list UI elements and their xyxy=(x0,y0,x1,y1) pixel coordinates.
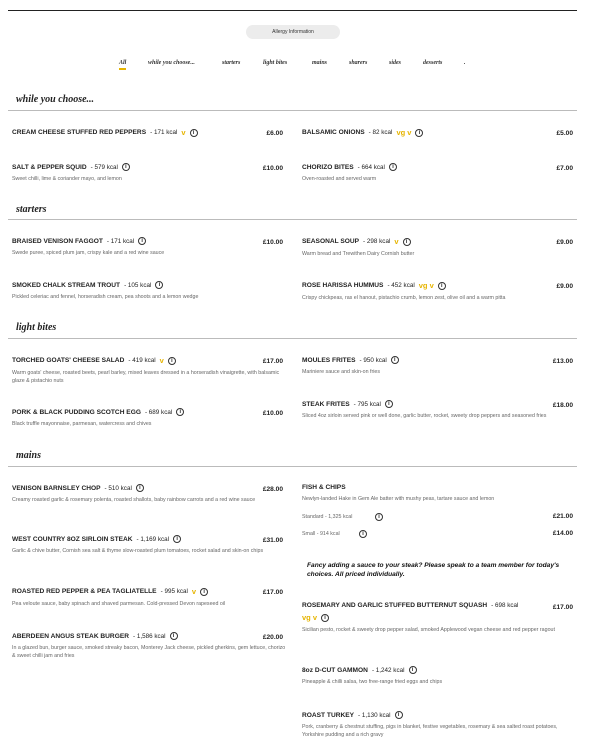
info-icon[interactable]: i xyxy=(176,408,184,416)
item-price: £9.00 xyxy=(556,239,573,246)
info-icon[interactable]: i xyxy=(200,588,208,596)
info-icon[interactable]: i xyxy=(391,356,399,364)
vegan-badge: vg v xyxy=(302,613,318,622)
item-price: £31.00 xyxy=(262,537,283,544)
item-description: Warm goats' cheese, roasted beets, pearl barley, mixed leaves dressed in a horseradish vinaigrette, with balsamic glaze & pistachio nuts xyxy=(12,370,280,384)
item-kcal: - 171 kcal xyxy=(150,129,178,136)
item-name: PORK & BLACK PUDDING SCOTCH EGG xyxy=(12,408,141,416)
item-name: SMOKED CHALK STREAM TROUT xyxy=(12,281,121,289)
item-price: £10.00 xyxy=(262,165,283,172)
item-price: £17.00 xyxy=(262,589,283,596)
item-description: Pea veloute sauce, baby spinach and shaved parmesan. Cold-pressed Devon rapeseed oil xyxy=(12,601,226,607)
item-kcal: - 698 kcal xyxy=(491,602,519,609)
item-kcal: - 795 kcal xyxy=(353,400,381,408)
info-icon[interactable]: i xyxy=(375,513,383,521)
item-price: £13.00 xyxy=(552,358,573,365)
menu-item-gammon[interactable] xyxy=(302,666,577,686)
item-name: ROSE HARISSA HUMMUS xyxy=(302,282,384,289)
option-label: Standard xyxy=(302,514,324,520)
item-kcal: - 419 kcal xyxy=(128,357,156,364)
item-price: £18.00 xyxy=(552,402,573,409)
item-kcal: - 579 kcal xyxy=(90,163,118,171)
vegetarian-badge: v xyxy=(159,356,164,365)
vegetarian-badge: v xyxy=(191,587,197,596)
item-description: In a glazed bun, burger sauce, smoked streaky bacon, Monterey Jack cheese, pickled gherkins, gem lettuce, chorizo & sweet chilli jam and fries xyxy=(12,645,286,659)
item-name: BALSAMIC ONIONS xyxy=(302,129,365,136)
section-heading-light-bites: light bites xyxy=(16,322,57,333)
fish-standard-option[interactable] xyxy=(302,514,352,520)
menu-item-butternut-squash[interactable] xyxy=(302,602,555,634)
item-price: £5.00 xyxy=(556,130,573,137)
item-description: Black truffle mayonnaise, parmesan, watercress and chives xyxy=(12,421,152,427)
menu-item-roast-turkey[interactable] xyxy=(302,711,577,739)
nav-tab-all[interactable]: All xyxy=(119,60,126,70)
info-icon[interactable]: i xyxy=(155,281,163,289)
nav-tab-starters[interactable]: starters xyxy=(222,60,241,66)
item-kcal: - 452 kcal xyxy=(387,282,415,289)
item-name: WEST COUNTRY 8OZ SIRLOIN STEAK xyxy=(12,535,133,543)
section-heading-starters: starters xyxy=(16,204,47,215)
item-kcal: - 1,242 kcal xyxy=(371,666,405,674)
option-kcal: - 1,325 kcal xyxy=(324,514,353,520)
item-description: Warm bread and Trewithen Dairy Cornish butter xyxy=(302,251,415,257)
info-icon[interactable]: i xyxy=(136,484,144,492)
item-price: £20.00 xyxy=(262,634,283,641)
item-kcal: - 82 kcal xyxy=(368,129,393,136)
item-price: £21.00 xyxy=(552,513,573,520)
item-kcal: - 1,169 kcal xyxy=(136,535,170,543)
info-icon[interactable]: i xyxy=(138,237,146,245)
item-description: Pork, cranberry & chestnut stuffing, pigs in blanket, festive vegetables, rosemary & sea salted roast potatoes, Yorkshire pudding and a rich gravy xyxy=(302,724,558,738)
item-kcal: - 105 kcal xyxy=(124,281,152,289)
item-description: Sliced 4oz sirloin served pink or well done, garlic butter, rocket, sweety drop peppers and seasoned fries xyxy=(302,413,547,419)
info-icon[interactable]: i xyxy=(321,614,329,622)
item-name: CHORIZO BITES xyxy=(302,163,354,171)
info-icon[interactable]: i xyxy=(173,535,181,543)
vegan-badge: vg v xyxy=(396,128,412,137)
item-description: Mariniere sauce and skin-on fries xyxy=(302,369,381,375)
info-icon[interactable]: i xyxy=(122,163,130,171)
nav-tab-sharers[interactable]: sharers xyxy=(349,60,368,66)
category-nav xyxy=(0,60,606,74)
item-description: Sweet chilli, lime & coriander mayo, and lemon xyxy=(12,176,122,182)
item-description: Crispy chickpeas, ras el hanout, pistachio crumb, lemon zest, olive oil and a warm pitta xyxy=(302,295,506,301)
info-icon[interactable]: i xyxy=(190,129,198,137)
item-price: £7.00 xyxy=(556,165,573,172)
option-label: Small xyxy=(302,531,316,537)
info-icon[interactable]: i xyxy=(395,711,403,719)
item-description: Pickled celeriac and fennel, horseradish cream, pea shoots and a lemon wedge xyxy=(12,294,199,300)
allergy-information-button[interactable]: Allergy Information xyxy=(246,25,340,39)
item-price: £17.00 xyxy=(552,604,573,611)
item-name: ABERDEEN ANGUS STEAK BURGER xyxy=(12,632,129,640)
item-price: £9.00 xyxy=(556,283,573,290)
item-name: CREAM CHEESE STUFFED RED PEPPERS xyxy=(12,129,147,136)
item-kcal: - 171 kcal xyxy=(106,237,135,245)
item-name: MOULES FRITES xyxy=(302,356,356,364)
section-divider xyxy=(8,219,577,220)
section-divider xyxy=(8,466,577,467)
info-icon[interactable]: i xyxy=(385,400,393,408)
nav-tab-sides[interactable]: sides xyxy=(389,60,401,66)
item-kcal: - 510 kcal xyxy=(104,484,132,492)
item-name: SEASONAL SOUP xyxy=(302,238,360,245)
info-icon[interactable]: i xyxy=(438,282,446,290)
info-icon[interactable]: i xyxy=(170,632,178,640)
vegan-badge: vg v xyxy=(418,281,434,290)
item-price: £10.00 xyxy=(262,410,283,417)
nav-tab-mains[interactable]: mains xyxy=(312,60,328,66)
nav-tab-light-bites[interactable]: light bites xyxy=(263,60,288,66)
fish-small-option[interactable] xyxy=(302,531,340,537)
item-description: Oven-roasted and served warm xyxy=(302,176,377,182)
section-divider xyxy=(8,338,577,339)
item-price: £17.00 xyxy=(262,358,283,365)
vegetarian-badge: v xyxy=(181,128,186,137)
item-name: ROAST TURKEY xyxy=(302,711,355,719)
item-name: FISH & CHIPS xyxy=(302,484,346,491)
item-kcal: - 950 kcal xyxy=(359,356,387,364)
nav-tab-desserts[interactable]: desserts xyxy=(423,60,443,66)
item-price: £6.00 xyxy=(266,130,283,137)
nav-tab-while-you-choose[interactable]: while you choose... xyxy=(148,60,195,66)
item-name: ROASTED RED PEPPER & PEA TAGLIATELLE xyxy=(12,588,157,595)
vegetarian-badge: v xyxy=(394,237,399,246)
item-description: Garlic & chive butter, Cornish sea salt & thyme slow-roasted plum tomatoes, rocket salad and skin-on chips xyxy=(12,548,264,554)
item-kcal: - 689 kcal xyxy=(144,408,173,416)
item-name: ROSEMARY AND GARLIC STUFFED BUTTERNUT SQUASH xyxy=(302,602,488,609)
top-divider xyxy=(8,10,577,11)
section-divider xyxy=(8,110,577,111)
item-name: BRAISED VENISON FAGGOT xyxy=(12,237,103,245)
item-price: £28.00 xyxy=(262,486,283,493)
item-description: Pineapple & chilli salsa, two free-range fried eggs and chips xyxy=(302,679,443,685)
info-icon[interactable]: i xyxy=(403,238,411,246)
item-description: Creamy roasted garlic & rosemary polenta, roasted shallots, baby rainbow carrots and a red wine sauce xyxy=(12,497,256,503)
info-icon[interactable]: i xyxy=(409,666,417,674)
item-kcal: - 995 kcal xyxy=(160,588,188,595)
item-name: VENISON BARNSLEY CHOP xyxy=(12,484,101,492)
option-kcal: - 914 kcal xyxy=(316,531,340,537)
item-description: Swede puree, spiced plum jam, crispy kale and a red wine sauce xyxy=(12,250,165,256)
item-name: TORCHED GOATS' CHEESE SALAD xyxy=(12,357,125,364)
item-name: SALT & PEPPER SQUID xyxy=(12,163,87,171)
item-kcal: - 1,130 kcal xyxy=(358,711,391,719)
info-icon[interactable]: i xyxy=(168,357,176,365)
info-icon[interactable]: i xyxy=(389,163,397,171)
item-description: Newlyn-landed Hake in Gem Ale batter with mushy peas, tartare sauce and lemon xyxy=(302,496,495,502)
item-kcal: - 664 kcal xyxy=(357,163,385,171)
info-icon[interactable]: i xyxy=(359,530,367,538)
nav-tab-more[interactable]: . xyxy=(464,60,466,66)
item-name: 8oz D-CUT GAMMON xyxy=(302,666,368,674)
section-heading-mains: mains xyxy=(16,450,42,461)
item-price: £10.00 xyxy=(262,239,283,246)
item-name: STEAK FRITES xyxy=(302,400,350,408)
sauce-note: Fancy adding a sauce to your steak? Please speak to a team member for today's choices. All priced individually. xyxy=(307,562,560,578)
menu-item-fish-chips[interactable] xyxy=(302,484,577,503)
item-kcal: - 1,586 kcal xyxy=(133,632,166,640)
item-description: Sicilian pesto, rocket & sweety drop pepper salad, smoked Applewood vegan cheese and red pepper ragout xyxy=(302,627,555,633)
menu-item-smoked-trout[interactable] xyxy=(12,281,297,301)
info-icon[interactable]: i xyxy=(415,129,423,137)
item-price: £14.00 xyxy=(552,530,573,537)
section-heading-while-you-choose: while you choose... xyxy=(16,94,95,105)
item-kcal: - 298 kcal xyxy=(363,238,391,245)
